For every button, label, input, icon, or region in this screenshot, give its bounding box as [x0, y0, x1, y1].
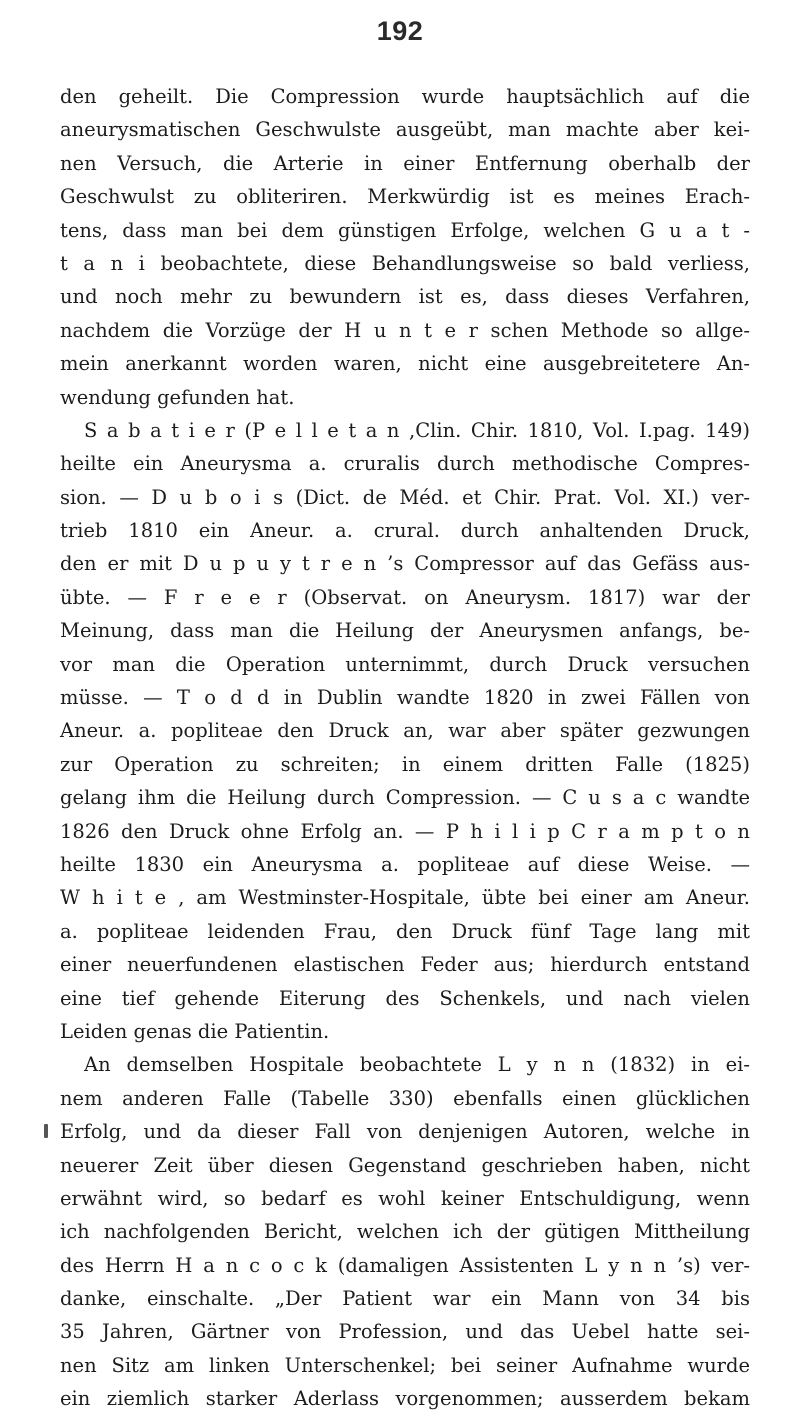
text-line: erwähnt wird, so bedarf es wohl keiner Entschuldigung, wenn — [60, 1186, 750, 1210]
text-line: vor man die Operation unternimmt, durch Druck versuchen — [60, 652, 750, 676]
body-text — [60, 80, 750, 1416]
text-line: sion. — D u b o i s (Dict. de Méd. et Chir. Prat. Vol. XI.) ver- — [60, 485, 750, 509]
text-line: eine tief gehende Eiterung des Schenkels, und nach vielen — [60, 986, 750, 1010]
page-number: 192 — [376, 16, 424, 46]
text-line: 1826 den Druck ohne Erfolg an. — P h i l i p C r a m p t o n — [60, 819, 750, 843]
text-line: den er mit D u p u y t r e n ’s Compressor auf das Gefäss aus- — [60, 552, 750, 576]
margin-mark — [44, 1124, 48, 1138]
text-line: wendung gefunden hat. — [60, 385, 295, 409]
text-line: Erfolg, und da dieser Fall von denjenigen Autoren, welche in — [60, 1120, 750, 1144]
text-line: Geschwulst zu obliteriren. Merkwürdig ist es meines Erach- — [60, 185, 750, 209]
text-line: Leiden genas die Patientin. — [60, 1019, 330, 1043]
text-line: Meinung, dass man die Heilung der Aneurysmen anfangs, be- — [60, 619, 750, 643]
text-line: t a n i beobachtete, diese Behandlungsweise so bald verliess, — [60, 251, 750, 275]
text-line: den geheilt. Die Compression wurde hauptsächlich auf die — [60, 85, 750, 108]
text-line: zur Operation zu schreiten; in einem dritten Falle (1825) — [60, 752, 750, 776]
text-line: heilte ein Aneurysma a. cruralis durch methodische Compres- — [60, 452, 750, 476]
text-line: des Herrn H a n c o c k (damaligen Assistenten L y n n ’s) ver- — [60, 1253, 750, 1277]
text-line: tens, dass man bei dem günstigen Erfolge, welchen G u a t - — [60, 218, 750, 242]
text-line: und noch mehr zu bewundern ist es, dass dieses Verfahren, — [60, 285, 750, 309]
text-line: müsse. — T o d d in Dublin wandte 1820 in zwei Fällen von — [60, 686, 750, 710]
text-line: einer neuerfundenen elastischen Feder aus; hierdurch entstand — [60, 953, 750, 977]
text-line: ein ziemlich starker Aderlass vorgenommen; ausserdem bekam — [60, 1387, 750, 1411]
text-line: Aneur. a. popliteae den Druck an, war aber später gezwungen — [60, 719, 750, 743]
text-line: An demselben Hospitale beobachtete L y n n (1832) in ei- — [84, 1053, 750, 1077]
text-line: nachdem die Vorzüge der H u n t e r schen Methode so allge- — [60, 318, 750, 342]
text-line: a. popliteae leidenden Frau, den Druck fünf Tage lang mit — [60, 919, 750, 943]
text-line: aneurysmatischen Geschwulste ausgeübt, man machte aber kei- — [60, 118, 750, 142]
text-line: 35 Jahren, Gärtner von Profession, und das Uebel hatte sei- — [60, 1320, 750, 1344]
text-line: neuerer Zeit über diesen Gegenstand geschrieben haben, nicht — [60, 1153, 750, 1177]
text-line: S a b a t i e r (P e l l e t a n ,Clin. Chir. 1810, Vol. I.pag. 149) — [84, 418, 750, 442]
text-line: danke, einschalte. „Der Patient war ein Mann von 34 bis — [60, 1287, 750, 1311]
text-line: nem anderen Falle (Tabelle 330) ebenfalls einen glücklichen — [60, 1086, 750, 1110]
text-line: nen Versuch, die Arterie in einer Entfernung oberhalb der — [60, 151, 750, 175]
text-line: W h i t e , am Westminster-Hospitale, übte bei einer am Aneur. — [60, 886, 750, 910]
text-line: gelang ihm die Heilung durch Compression. — C u s a c wandte — [60, 786, 750, 810]
text-line: übte. — F r e e r (Observat. on Aneurysm. 1817) war der — [60, 585, 750, 609]
text-line: mein anerkannt worden waren, nicht eine ausgebreitetere An- — [60, 352, 750, 376]
text-line: ich nachfolgenden Bericht, welchen ich der gütigen Mittheilung — [60, 1220, 750, 1244]
text-line: nen Sitz am linken Unterschenkel; bei seiner Aufnahme wurde — [60, 1353, 750, 1377]
text-line: trieb 1810 ein Aneur. a. crural. durch anhaltenden Druck, — [60, 519, 750, 543]
text-line: heilte 1830 ein Aneurysma a. popliteae auf diese Weise. — — [60, 852, 750, 876]
